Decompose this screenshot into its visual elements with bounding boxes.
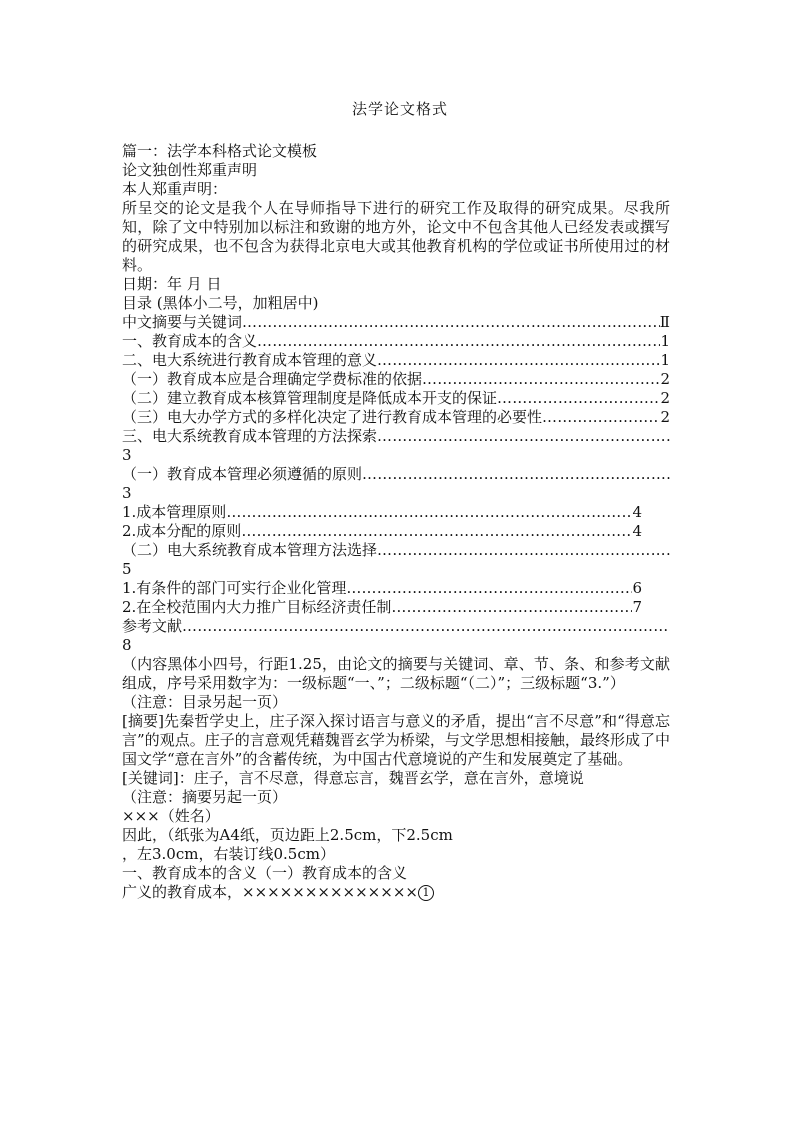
toc-entry-label: 2.成本分配的原则 bbox=[122, 522, 242, 540]
toc-entry bbox=[122, 351, 670, 370]
document-title: 法学论文格式 bbox=[351, 100, 448, 118]
date-line: 日期：年 月 日 bbox=[122, 275, 222, 293]
toc-entry-page: 3 bbox=[122, 446, 132, 464]
toc-entry-page: 4 bbox=[632, 503, 642, 521]
toc-leader bbox=[346, 579, 632, 598]
footnote-marker: 1 bbox=[418, 885, 434, 901]
abstract-text: [摘要]先秦哲学史上，庄子深入探讨语言与意义的矛盾，提出“言不尽意”和“得意忘言”的观点。庄子的言意观凭藉魏晋玄学为桥梁，与文学思想相接触，最终形成了中国文学“意在言外”的含蓄传统，为中国古代意境说的产生和发展奠定了基础。 bbox=[122, 712, 670, 768]
toc-entry bbox=[122, 522, 642, 541]
toc-leader bbox=[377, 541, 670, 560]
declaration-text: 所呈交的论文是我个人在导师指导下进行的研究工作及取得的研究成果。尽我所知，除了文中特别加以标注和致谢的地方外，论文中不包含其他人已经发表或撰写的研究成果，也不包含为获得北京电大或其他教育机构的学位或证书所使用过的材料。 bbox=[122, 199, 670, 274]
toc-entry bbox=[122, 617, 670, 636]
toc-leader bbox=[241, 522, 632, 541]
toc-entry-label: 二、电大系统进行教育成本管理的意义 bbox=[122, 351, 378, 369]
toc-entry bbox=[122, 579, 642, 598]
toc-entry-label: 一、教育成本的含义 bbox=[122, 332, 258, 350]
paper-format-line-2: ，左3.0cm，右装订线0.5cm） bbox=[122, 845, 335, 863]
toc-leader bbox=[377, 351, 660, 370]
toc-entry-label: （三）电大办学方式的多样化决定了进行教育成本管理的必要性 bbox=[122, 408, 543, 426]
declaration-intro: 本人郑重声明： bbox=[122, 180, 228, 198]
author-name: ×××（姓名） bbox=[122, 807, 220, 825]
toc-leader bbox=[242, 313, 660, 332]
toc-leader bbox=[377, 427, 670, 446]
toc-entry bbox=[122, 541, 670, 560]
body-text: 广义的教育成本，×××××××××××××× bbox=[122, 883, 418, 901]
toc-entry-label: 三、电大系统教育成本管理的方法探索 bbox=[122, 427, 378, 445]
toc-entry bbox=[122, 313, 670, 332]
toc-leader bbox=[226, 503, 632, 522]
toc-entry bbox=[122, 427, 670, 446]
toc-entry-page: Ⅱ bbox=[659, 313, 670, 331]
toc-entry bbox=[122, 503, 642, 522]
toc-entry-page: 2 bbox=[660, 370, 670, 388]
toc-entry bbox=[122, 332, 670, 351]
toc-entry-label: 参考文献 bbox=[122, 617, 183, 635]
toc-entry bbox=[122, 598, 642, 617]
toc-leader bbox=[497, 389, 660, 408]
paper-format-line-1: 因此，（纸张为A4纸，页边距上2.5cm，下2.5cm bbox=[122, 826, 453, 844]
keywords-line: [关键词]：庄子，言不尽意，得意忘言，魏晋玄学，意在言外，意境说 bbox=[122, 769, 584, 787]
toc-entry bbox=[122, 465, 670, 484]
chapter-heading: 一、教育成本的含义（一）教育成本的含义 bbox=[122, 864, 408, 882]
toc-leader bbox=[422, 370, 660, 389]
toc-leader bbox=[257, 332, 660, 351]
toc-entry-label: （二）建立教育成本核算管理制度是降低成本开支的保证 bbox=[122, 389, 498, 407]
abstract-page-note: （注意：摘要另起一页） bbox=[122, 788, 288, 806]
toc-entry-page: 1 bbox=[660, 351, 670, 369]
toc-entry bbox=[122, 408, 670, 427]
toc-entry-page: 4 bbox=[632, 522, 642, 540]
toc-entry-page: 8 bbox=[122, 636, 132, 654]
toc-entry-page: 7 bbox=[632, 598, 642, 616]
toc-entry-label: 1.有条件的部门可实行企业化管理 bbox=[122, 579, 347, 597]
toc-entry-page: 1 bbox=[660, 332, 670, 350]
toc-leader bbox=[182, 617, 670, 636]
body-text-line bbox=[122, 883, 670, 902]
toc-entry-page: 2 bbox=[660, 408, 670, 426]
toc-entry bbox=[122, 389, 670, 408]
toc-entry-page: 3 bbox=[122, 484, 132, 502]
toc-entry-label: （一）教育成本管理必须遵循的原则 bbox=[122, 465, 363, 483]
toc-entry-page: 5 bbox=[122, 560, 132, 578]
toc-heading: 目录 (黑体小二号，加粗居中) bbox=[122, 294, 319, 312]
toc-leader bbox=[391, 598, 632, 617]
toc-entry-label: 1.成本管理原则 bbox=[122, 503, 227, 521]
toc-entry-label: （一）教育成本应是合理确定学费标准的依据 bbox=[122, 370, 423, 388]
toc-entry-page: 2 bbox=[660, 389, 670, 407]
declaration-title: 论文独创性郑重声明 bbox=[122, 161, 258, 179]
toc-entry bbox=[122, 370, 670, 389]
toc-entry-label: 中文摘要与关键词 bbox=[122, 313, 243, 331]
toc-page-note: （注意：目录另起一页） bbox=[122, 693, 288, 711]
toc-leader bbox=[542, 408, 660, 427]
toc-leader bbox=[362, 465, 670, 484]
format-note: （内容黑体小四号，行距1.25，由论文的摘要与关键词、章、节、条、和参考文献组成，序号采用数字为：一级标题“一、”；二级标题“（二）”；三级标题“3.”） bbox=[122, 655, 670, 692]
toc-entry-label: （二）电大系统教育成本管理方法选择 bbox=[122, 541, 378, 559]
document-body bbox=[122, 142, 670, 902]
toc-entry-label: 2.在全校范围内大力推广目标经济责任制 bbox=[122, 598, 392, 616]
toc-entry-page: 6 bbox=[632, 579, 642, 597]
section-heading: 篇一：法学本科格式论文模板 bbox=[122, 142, 318, 160]
